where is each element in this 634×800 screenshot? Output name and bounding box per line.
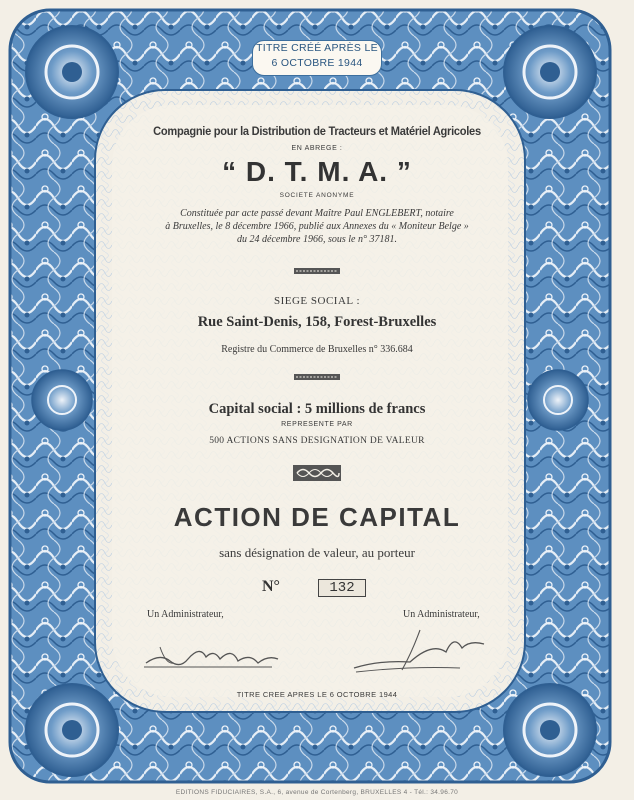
company-abbreviation: “ D. T. M. A. ” [222, 156, 412, 187]
constitution-line-2: à Bruxelles, le 8 décembre 1966, publié aux Annexes du « Moniteur Belge » [165, 221, 469, 232]
divider-1 [294, 268, 340, 274]
action-subtitle: sans désignation de valeur, au porteur [219, 545, 415, 560]
siege-address: Rue Saint-Denis, 158, Forest-Bruxelles [197, 314, 437, 330]
certificate-number: 132 [318, 579, 366, 597]
action-title: ACTION DE CAPITAL [173, 502, 461, 532]
badge-line-2: 6 OCTOBRE 1944 [271, 57, 363, 69]
capital-title: Capital social : 5 millions de francs [208, 401, 426, 417]
constitution-line-3: du 24 décembre 1966, sous le n° 37181. [237, 234, 397, 245]
constitution-line-1: Constituée par acte passé devant Maître Paul ENGLEBERT, notaire [180, 208, 454, 219]
left-administrator-label: Un Administrateur, [147, 609, 224, 620]
title-date-badge [252, 40, 382, 76]
left-signature [140, 635, 285, 675]
capital-represented: REPRESENTE PAR [281, 421, 353, 428]
footer-note: TITRE CREE APRES LE 6 OCTOBRE 1944 [236, 690, 398, 699]
right-signature [350, 622, 490, 677]
siege-label: SIEGE SOCIAL : [273, 295, 361, 307]
ornament-icon [293, 465, 341, 481]
number-label: N° [262, 578, 280, 595]
printer-credit: EDITIONS FIDUCIAIRES, S.A., 6, avenue de Cortenberg, BRUXELLES 4 - Tél.: 34.96.70 [175, 789, 459, 796]
company-legal-form: SOCIETE ANONYME [279, 192, 355, 199]
badge-line-1: TITRE CRÉÉ APRÈS LE [256, 42, 378, 54]
capital-shares: 500 ACTIONS SANS DESIGNATION DE VALEUR [209, 436, 425, 446]
company-full-name: Compagnie pour la Distribution de Tracteurs et Matériel Agricoles [153, 124, 481, 138]
commerce-registry: Registre du Commerce de Bruxelles n° 336.684 [221, 344, 413, 355]
abbrev-label: EN ABREGE : [291, 145, 343, 152]
divider-2 [294, 374, 340, 380]
right-administrator-label: Un Administrateur, [403, 609, 480, 620]
